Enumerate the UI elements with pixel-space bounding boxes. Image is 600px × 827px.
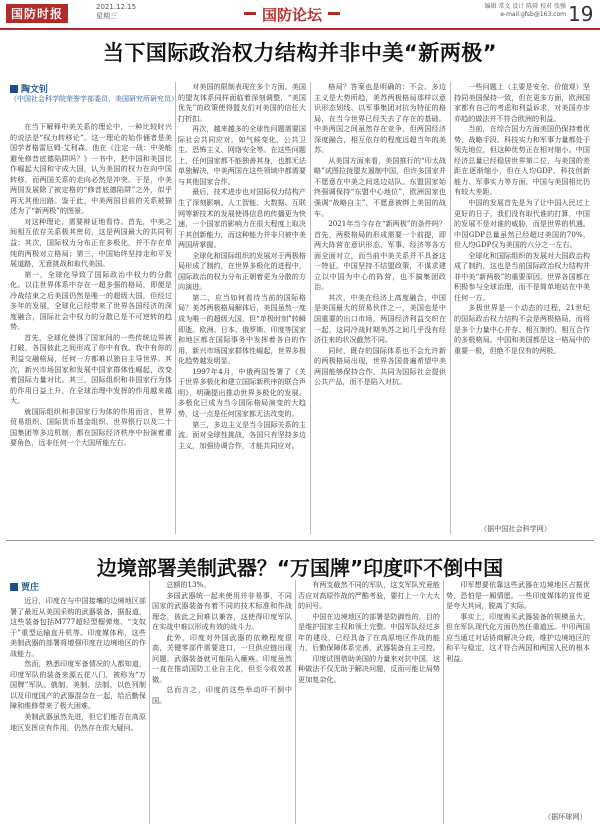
article1-column-1 (10, 122, 172, 534)
article2-author: 贾庄 (21, 583, 40, 593)
paragraph: 总额的13%。 (166, 580, 211, 589)
paragraph: 多极世界是一个动态的过程，21世纪的国际政治权力结构不会是两极格局，而将是多个力量中心并存、相互制约、相互合作的多极格局。中国和美国都是这一格局中的重要一极，但绝不是仅有的两极。 (454, 303, 590, 355)
author-marker-icon (10, 85, 18, 93)
paragraph: 就国际组织和非国家行为体的作用而言，世界贸易组织、国际货币基金组织、世界银行以及二十国集团等多边机制，都在国际经济秩序中扮演着重要角色，远非任何一个大国所能左右。 (10, 406, 172, 448)
page-number: 19 (568, 2, 594, 26)
article1-column-2 (178, 82, 306, 534)
article1-byline (10, 82, 178, 104)
article1-column-4 (454, 82, 590, 522)
column-divider (443, 580, 444, 824)
author-marker-icon (10, 583, 18, 591)
article2-byline (10, 580, 39, 593)
paragraph: 有两支截然不同的军队，这支军队究竟能否应对高原作战的严酷考验，要打上一个大大的问号。 (298, 580, 440, 611)
paragraph: 全球化和国际组织的发展对于两极格局形成了制约，在世界多极化的进程中，国际政治的权力分布正朝着更为分散的方向演进。 (178, 250, 306, 292)
paragraph: 最后，技术进步也对国际权力结构产生了深刻影响。人工智能、大数据、互联网等新技术的发展使得信息的传播更为快速，一个国家的影响力在很大程度上取决于其创新能力，而这种能力并非只被中美两国所掌握。 (178, 187, 306, 250)
paragraph: 印军想要依靠这些武器在边境地区占据优势，恐怕是一厢情愿。一些印度媒体的宣传更是夸大其词，脱离了实际。 (446, 580, 590, 611)
article1-author: 陶文钊 (21, 85, 49, 95)
article1-source: （据中国社会科学网） (480, 524, 551, 533)
issue-date (96, 3, 136, 21)
paragraph: 总而言之，印度的这些举动吓不倒中国。 (152, 685, 292, 706)
article-separator (6, 540, 594, 541)
paragraph: 1997年4月，中俄两国签署了《关于世界多极化和建立国际新秩序的联合声明》，明确提出推动世界多极化的发展。多极化已成为当今国际格局演变的大趋势，这一点是任何国家都无法改变的。 (178, 366, 306, 418)
masthead-text: 国防时报 (6, 4, 68, 23)
editor-credits (418, 3, 566, 19)
article1-affiliation: （中国社会科学院荣誉学部委员、美国研究所研究员） (10, 95, 178, 103)
paragraph: 格局？答案也是明确的：不会。多边主义是大势所趋，美苏两极格局那样以意识形态划线、以军事集团对抗为特征的格局，在当今世界已经失去了存在的基础。中美两国之间虽然存在竞争，但两国经济深度融合，相互依存的程度远超当年的美苏。 (314, 82, 446, 155)
section-title: 国防论坛 (262, 6, 323, 24)
column-divider (149, 580, 150, 824)
paragraph: 事实上，印度购买武器装备的规模虽大，但在军队现代化方面仍然任重道远。中印两国应当通过对话协商解决分歧，维护边境地区的和平与稳定，这才符合两国和两国人民的根本利益。 (446, 611, 590, 663)
paragraph: 在当下解释中美关系的理论中，一种比较时兴的说法是“权力转移论”。这一理论的始作俑者是美国学者格雷厄姆·艾利森。他在《注定一战：中美能避免修昔底德陷阱吗？》一书中，把中国和美国比作崛起大国和守成大国，认为美国的权力在向中国转移，而两国关系的走向必然是冲突。于是，中美两国发展除了被定格的“修昔底德陷阱”之外，似乎再无其他出路。鉴于此，中美两国目前的关系被描述为了“新两极”的图景。 (10, 122, 172, 216)
paragraph: 首先，全球化使得了国家间的一些传统边界被打破，各国彼此之间形成了你中有我、我中有你的利益交融格局，任何一方都难以独自主导世界。其次，新兴市场国家和发展中国家群体性崛起，改变着国际力量对比。其三，国际组织和非国家行为体的作用日益上升，在全球治理中发挥的作用越来越大。 (10, 332, 172, 406)
article1-column-3 (314, 82, 446, 534)
paragraph: 一些问题上（主要是安全、价值观）坚持同美国保持一致，但在更多方面，欧洲国家都有自己的考虑和利益诉求，对美国亦步亦趋的做法并不符合欧洲的利益。 (454, 82, 590, 123)
article2-headline: 边境部署美制武器？“万国牌”印度吓不倒中国 (96, 556, 504, 580)
article2-source: （据环球网） (544, 812, 587, 821)
article1-headline: 当下国际政治权力结构并非中美“新两极” (102, 41, 498, 65)
column-divider (310, 82, 311, 534)
paragraph: 全球化和国际组织的发展对大国政治构成了制约，这也是当前国际政治权力结构并非中美“新两极”的重要原因。世界各国都在积极参与全球治理，而不是简单地站在中美任何一方。 (454, 250, 590, 302)
paragraph: 印度试图借助美国的力量来对抗中国，这种做法不仅无助于解决问题，反而可能让局势更加复杂化。 (298, 653, 440, 684)
paragraph: 其次，中美在经济上高度融合，中国是美国最大的贸易伙伴之一，美国也是中国重要的出口市场，两国经济利益交织在一起，这同冷战时期美苏之间几乎没有经济往来的状况截然不同。 (314, 292, 446, 345)
article2-column-4 (446, 580, 590, 810)
article2-column-3 (298, 580, 440, 824)
paragraph: 美制武器虽然先进，但它们能否在高原地区发挥应有作用，仍然存在很大疑问。 (10, 712, 146, 732)
paragraph: 中国在边境地区的部署是防御性的，目的是维护国家主权和领土完整。中国军队经过多年的建设，已经具备了在高原地区作战的能力，后勤保障体系完善，武器装备自主可控。 (298, 611, 440, 653)
paragraph: 再次，越来越多的全球性问题需要国际社会共同应对，如气候变化、公共卫生、恐怖主义、网络安全等。在这些问题上，任何国家都不能独善其身，也都无法单独解决，中美两国在这些领域中都需要与其他国家合作。 (178, 124, 306, 186)
date-text: 2021.12.15 (96, 3, 137, 11)
editors-line2: e-mail:gfsb@163.com (500, 11, 566, 18)
paragraph: 第三，多边主义是当今国际关系的主流。面对全球性挑战，各国只有坚持多边主义，加强协调合作，才能共同应对。 (178, 419, 306, 450)
paragraph: 中国的发展首先是为了让中国人民过上更好的日子，我们没有取代谁的打算，中国的发展不是对谁的威胁，而是世界的机遇。中国GDP总量虽然已经超过美国的70%，但人均GDP仅为美国的六分之一左右。 (454, 198, 590, 250)
masthead-logo (6, 4, 68, 22)
weekday-text: 星期三 (96, 12, 117, 20)
paragraph: 同时，既存的国际体系也不会允许新的两极格局出现，世界各国普遍希望中美两国能够保持合作，共同为国际社会提供公共产品，而不是陷入对抗。 (314, 345, 446, 387)
article2-column-1 (10, 596, 146, 824)
editors-line1: 编辑 常文 设计 陈舜 校对 张强 (484, 3, 566, 10)
paragraph: 对美国的限制表现在多个方面。美国的盟友体系同样面临着深刻调整，“美国优先”的政策使得盟友们对美国的信任大打折扣。 (178, 82, 306, 123)
paragraph: 当前，在综合国力方面美国仍保持着优势，战略手段、科技实力和军事力量都处于领先地位，但这种优势正在相对缩小。中国经济总量已经稳居世界第二位，与美国的差距在逐渐缩小，但在人均GDP、科技创新能力、军事实力等方面，中国与美国相比仍有较大差距。 (454, 124, 590, 197)
column-divider (450, 82, 451, 534)
paragraph: 多国武器统一起来使用并非易事，不同国家的武器装备有着不同的技术标准和作战理念，彼此之间难以兼容，这使得印度军队在实战中难以形成有效的战斗力。 (152, 590, 292, 632)
page-header (0, 0, 600, 30)
column-divider (295, 580, 296, 824)
column-divider (175, 82, 176, 534)
paragraph: 此外，印度对外国武器的依赖程度很高，关键零部件需要进口，一旦供应链出现问题，武器装备就可能陷入瘫痪。印度虽然一直在推动国防工业自主化，但至今收效甚微。 (152, 632, 292, 684)
paragraph: 近日，印度在与中国接壤的边境地区部署了最近从美国采购的武器装备，据报道，这些装备包括M777超轻型榴弹炮、“支奴干”重型运输直升机等。印度媒体称，这些美制武器的部署将增强印度在边境地区的作战能力。 (10, 596, 146, 658)
paragraph: 2021年当今存在“新两极”的条件吗？首先，两极格局的形成需要一个前提，即两大阵营在意识形态、军事、经济等各方面全面对立，而当前中美关系并不具备这一特征。中国坚持不结盟政策，不谋求建立以中国为中心的阵营，也不搞集团政治。 (314, 219, 446, 292)
paragraph: 第二，应当如何看待当前的国际格局？美苏两极格局解体后，美国虽然一度成为唯一的超级大国，但“单极时刻”转瞬即逝。欧洲、日本、俄罗斯、印度等国家和地区都在国际事务中发挥着各自的作用，新兴市场国家群体性崛起，世界多极化趋势越发明显。 (178, 292, 306, 366)
paragraph: 然而，熟悉印度军备情况的人都知道，印度军队的装备来源五花八门，被称为“万国牌”军队。俄制、美制、法制、以色列制以及印度国产的武器混杂在一起，给后勤保障和维修带来了极大困难。 (10, 659, 146, 711)
paragraph: 从美国方面来看，美国推行的“印太战略”试图拉拢盟友遏制中国，但许多国家并不愿意在中美之间选边站队。东盟国家始终强调保持“东盟中心地位”，欧洲国家也强调“战略自主”，不愿意被绑上美国的战车。 (314, 155, 446, 218)
article2-column-2 (152, 580, 292, 824)
paragraph: 对这种理论，需要辩证地看待。首先，中美之间相互依存关系极其密切，这是两国最大的共同利益；其次，国际权力分布正在多极化，并不存在单纯的两极对立格局；第三，中国始终坚持走和平发展道路，无意挑战和取代美国。 (10, 216, 172, 269)
paragraph: 第一，全球化导致了国际政治中权力的分散化。以往世界体系中存在一超多强的格局，即便是冷战结束之后美国仍然是唯一的超级大国，但经过多年的发展，全球化已经带来了世界各国经济的深度融合，国际社会中权力的分散已是不可逆转的趋势。 (10, 269, 172, 332)
